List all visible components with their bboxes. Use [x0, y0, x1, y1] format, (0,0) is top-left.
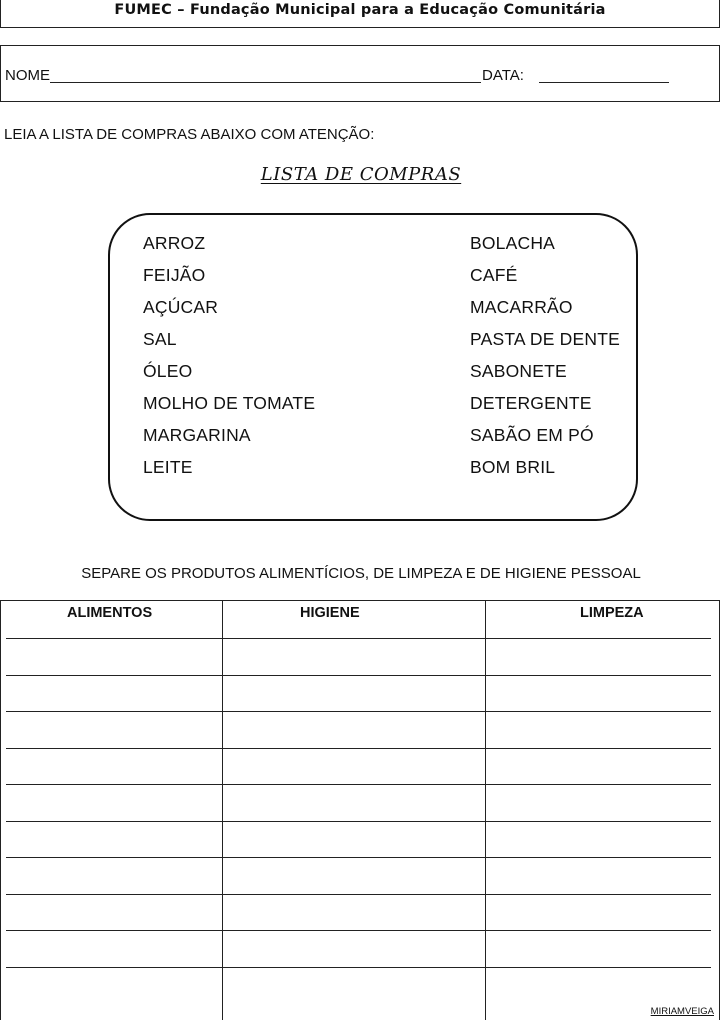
task-instruction: SEPARE OS PRODUTOS ALIMENTÍCIOS, DE LIMPEZA E DE HIGIENE PESSOAL — [81, 565, 641, 582]
list-item: PASTA DE DENTE — [470, 329, 620, 349]
name-label: NOME — [5, 67, 50, 84]
table-row-line[interactable] — [6, 675, 711, 676]
list-item: MACARRÃO — [470, 297, 573, 317]
list-item: CAFÉ — [470, 265, 518, 285]
column-header-alimentos: ALIMENTOS — [67, 605, 153, 621]
table-row-line[interactable] — [6, 784, 711, 785]
column-header-higiene: HIGIENE — [300, 605, 360, 621]
table-row-line[interactable] — [6, 930, 711, 931]
column-header-limpeza: LIMPEZA — [580, 605, 644, 621]
instruction-text: LEIA A LISTA DE COMPRAS ABAIXO COM ATENÇÃO: — [4, 126, 375, 143]
list-item: FEIJÃO — [143, 265, 206, 285]
column-divider — [222, 601, 223, 1020]
shopping-list-right-column — [470, 232, 620, 488]
date-field[interactable] — [539, 82, 669, 83]
list-item: SABÃO EM PÓ — [470, 425, 594, 445]
date-label: DATA: — [482, 67, 524, 84]
list-item: MOLHO DE TOMATE — [143, 393, 316, 413]
name-date-box — [0, 45, 720, 102]
list-item: ÓLEO — [143, 361, 193, 381]
list-item: DETERGENTE — [470, 393, 592, 413]
sorting-table — [0, 600, 720, 1020]
list-item: MARGARINA — [143, 425, 251, 445]
header-banner — [0, 0, 720, 28]
list-item: BOM BRIL — [470, 457, 556, 477]
table-row-line[interactable] — [6, 967, 711, 968]
table-row-line[interactable] — [6, 748, 711, 749]
table-row-line[interactable] — [6, 711, 711, 712]
name-field[interactable] — [50, 82, 481, 83]
table-row-line[interactable] — [6, 638, 711, 639]
shopping-list-title: LISTA DE COMPRAS — [260, 164, 462, 185]
list-item: LEITE — [143, 457, 193, 477]
table-row-line[interactable] — [6, 894, 711, 895]
list-item: AÇÚCAR — [143, 297, 219, 317]
shopping-list-left-column — [143, 232, 315, 488]
table-row-line[interactable] — [6, 821, 711, 822]
table-row-line[interactable] — [6, 857, 711, 858]
list-item: SABONETE — [470, 361, 567, 381]
list-item: ARROZ — [143, 233, 206, 253]
list-item: SAL — [143, 329, 177, 349]
list-item: BOLACHA — [470, 233, 556, 253]
institution-title: FUMEC – Fundação Municipal para a Educação Comunitária — [114, 2, 606, 18]
author-credit: MIRIAMVEIGA — [650, 1006, 714, 1017]
column-divider — [485, 601, 486, 1020]
